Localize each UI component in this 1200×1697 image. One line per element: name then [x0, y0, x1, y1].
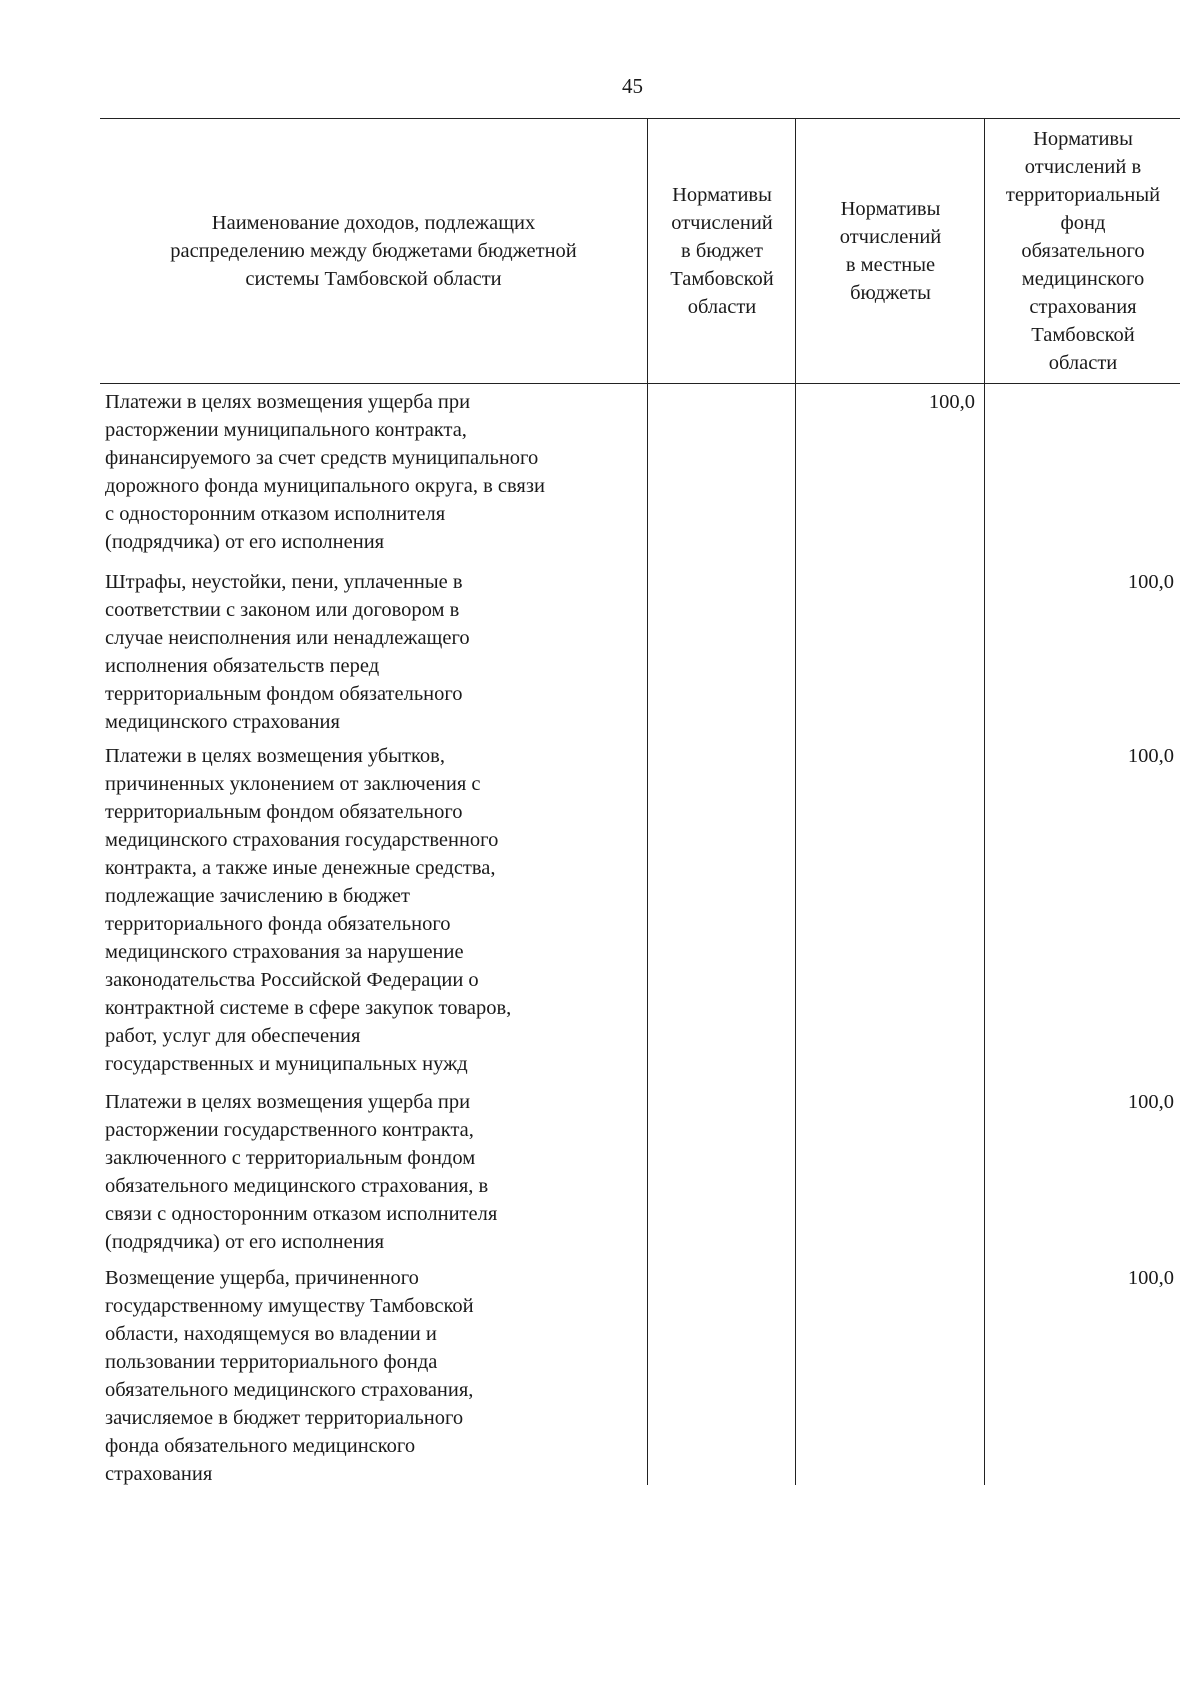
row-3-name: Платежи в целях возмещения убытков, причиненных уклонением от заключения с территориальным фондом обязательного медицинского страхования государственного контракта, а также иные денежные средства, подлежащие зачислению в бюджет территориального фонда обязательного медицинского страхования за нарушение законодательства Российской Федерации о контрактной системе в сфере закупок товаров, работ, услуг для обеспечения государственных и муниципальных нужд — [105, 745, 512, 1075]
row-4-name: Платежи в целях возмещения ущерба при расторжении государственного контракта, заключенного с территориальным фондом обязательного медицинского страхования, в связи с односторонним отказом исполнителя (подрядчика) от его исполнения — [105, 1091, 498, 1253]
row-2-name: Штрафы, неустойки, пени, уплаченные в соответствии с законом или договором в случае неисполнения или ненадлежащего исполнения обязательств перед территориальным фондом обязательного медицинского страхования — [105, 571, 470, 733]
header-regional-budget: Нормативы отчислений в бюджет Тамбовской области — [670, 183, 774, 318]
row-2-fund: 100,0 — [1127, 571, 1174, 593]
row-3-fund: 100,0 — [1127, 745, 1174, 767]
column-divider-2 — [795, 118, 796, 1485]
row-4-fund: 100,0 — [1127, 1091, 1174, 1113]
column-divider-3 — [984, 118, 985, 1485]
header-local-budgets: Нормативы отчислений в местные бюджеты — [839, 197, 942, 304]
row-1-name: Платежи в целях возмещения ущерба при расторжении муниципального контракта, финансируемого за счет средств муниципального дорожного фонда муниципального округа, в связи с односторонним отказом исполнителя (подрядчика) от его исполнения — [105, 391, 545, 553]
column-divider-1 — [647, 118, 648, 1485]
revenue-distribution-table — [100, 118, 1180, 1485]
header-medical-insurance-fund: Нормативы отчислений в территориальный фонд обязательного медицинского страхования Тамбовской области — [1005, 127, 1161, 374]
header-revenue-name: Наименование доходов, подлежащих распределению между бюджетами бюджетной системы Тамбовской области — [170, 211, 577, 290]
row-1-local: 100,0 — [928, 391, 975, 413]
page-number: 45 — [622, 74, 643, 98]
row-5-fund: 100,0 — [1127, 1267, 1174, 1289]
header-bottom-border — [100, 383, 1180, 384]
row-5-name: Возмещение ущерба, причиненного государственному имуществу Тамбовской области, находящемуся во владении и пользовании территориального фонда обязательного медицинского страхования, зачисляемое в бюджет территориального фонда обязательного медицинского страхования — [105, 1267, 474, 1485]
